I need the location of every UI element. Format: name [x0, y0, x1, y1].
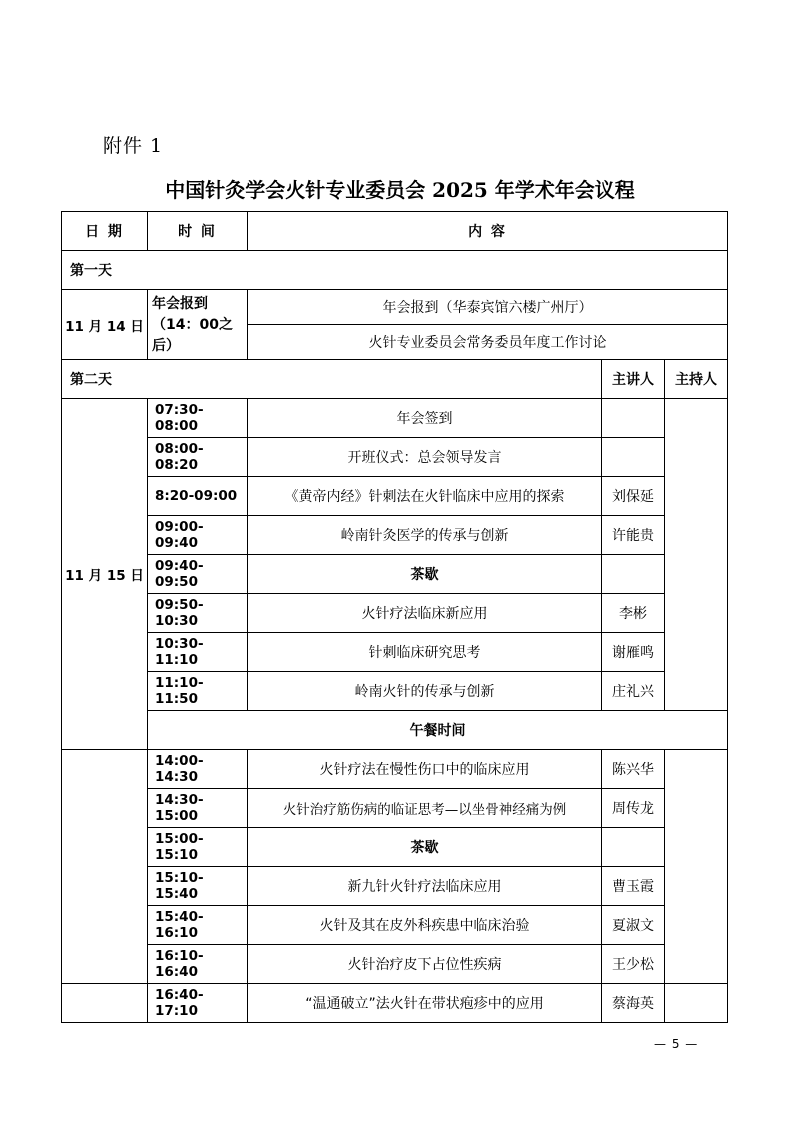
- attachment-label: 附件 1: [103, 135, 164, 157]
- session-speaker: 陈兴华: [602, 750, 665, 789]
- session-content: 开班仪式：总会领导发言: [248, 438, 602, 477]
- session-time: 16:40-17:10: [148, 984, 248, 1023]
- session-content: 《黄帝内经》针刺法在火针临床中应用的探索: [248, 477, 602, 516]
- session-content: 岭南火针的传承与创新: [248, 672, 602, 711]
- session-content: “温通破立”法火针在带状疱疹中的应用: [248, 984, 602, 1023]
- header-content: 内 容: [248, 212, 728, 251]
- session-speaker: 许能贵: [602, 516, 665, 555]
- session-time: 14:30-15:00: [148, 789, 248, 828]
- session-speaker: 夏淑文: [602, 906, 665, 945]
- header-date: 日 期: [62, 212, 148, 251]
- session-time: 15:00-15:10: [148, 828, 248, 867]
- header-time: 时 间: [148, 212, 248, 251]
- session-content: 火针治疗皮下占位性疾病: [248, 945, 602, 984]
- session-speaker: 庄礼兴: [602, 672, 665, 711]
- session-time: 14:00-14:30: [148, 750, 248, 789]
- session-time: 09:50-10:30: [148, 594, 248, 633]
- host-header: 主持人: [665, 360, 728, 399]
- session-speaker: [602, 399, 665, 438]
- session-content: 火针疗法在慢性伤口中的临床应用: [248, 750, 602, 789]
- agenda-table: [61, 211, 728, 1023]
- session-content: 火针疗法临床新应用: [248, 594, 602, 633]
- day1-item: 年会报到（华泰宾馆六楼广州厅）: [248, 290, 728, 325]
- day1-label: 第一天: [62, 251, 728, 290]
- session-speaker: 周传龙: [602, 789, 665, 828]
- session-content: 新九针火针疗法临床应用: [248, 867, 602, 906]
- page-number: — 5 —: [654, 1037, 699, 1051]
- page-title: 中国针灸学会火针专业委员会 2025 年学术年会议程: [165, 178, 635, 202]
- session-time: 11:10-11:50: [148, 672, 248, 711]
- lunch-break: 午餐时间: [148, 711, 728, 750]
- session-speaker: 曹玉霞: [602, 867, 665, 906]
- day2-date: 11 月 15 日: [62, 399, 148, 750]
- session-time: 09:00-09:40: [148, 516, 248, 555]
- day2-label: 第二天: [62, 360, 602, 399]
- day1-time: 年会报到（14：00之后）: [148, 290, 248, 360]
- session-speaker: [602, 828, 665, 867]
- session-time: 15:40-16:10: [148, 906, 248, 945]
- date-cell-afternoon: [62, 750, 148, 984]
- speaker-header: 主讲人: [602, 360, 665, 399]
- date-cell-last: [62, 984, 148, 1023]
- host-cell-afternoon: [665, 750, 728, 984]
- session-content: 年会签到: [248, 399, 602, 438]
- session-time: 8:20-09:00: [148, 477, 248, 516]
- host-cell-last: [665, 984, 728, 1023]
- session-speaker: 王少松: [602, 945, 665, 984]
- session-time: 10:30-11:10: [148, 633, 248, 672]
- session-content: 火针及其在皮外科疾患中临床治验: [248, 906, 602, 945]
- session-content: 针刺临床研究思考: [248, 633, 602, 672]
- session-time: 15:10-15:40: [148, 867, 248, 906]
- session-speaker: 李彬: [602, 594, 665, 633]
- session-speaker: 谢雁鸣: [602, 633, 665, 672]
- session-speaker: 蔡海英: [602, 984, 665, 1023]
- session-speaker: [602, 438, 665, 477]
- session-content: 火针治疗筋伤病的临证思考—以坐骨神经痛为例: [248, 789, 602, 828]
- day1-date: 11 月 14 日: [62, 290, 148, 360]
- tea-break: 茶歇: [248, 555, 602, 594]
- session-speaker: [602, 555, 665, 594]
- day1-item: 火针专业委员会常务委员年度工作讨论: [248, 325, 728, 360]
- session-time: 07:30-08:00: [148, 399, 248, 438]
- session-time: 16:10-16:40: [148, 945, 248, 984]
- host-cell-morning: [665, 399, 728, 711]
- session-content: 岭南针灸医学的传承与创新: [248, 516, 602, 555]
- tea-break: 茶歇: [248, 828, 602, 867]
- session-time: 09:40-09:50: [148, 555, 248, 594]
- session-speaker: 刘保延: [602, 477, 665, 516]
- session-time: 08:00-08:20: [148, 438, 248, 477]
